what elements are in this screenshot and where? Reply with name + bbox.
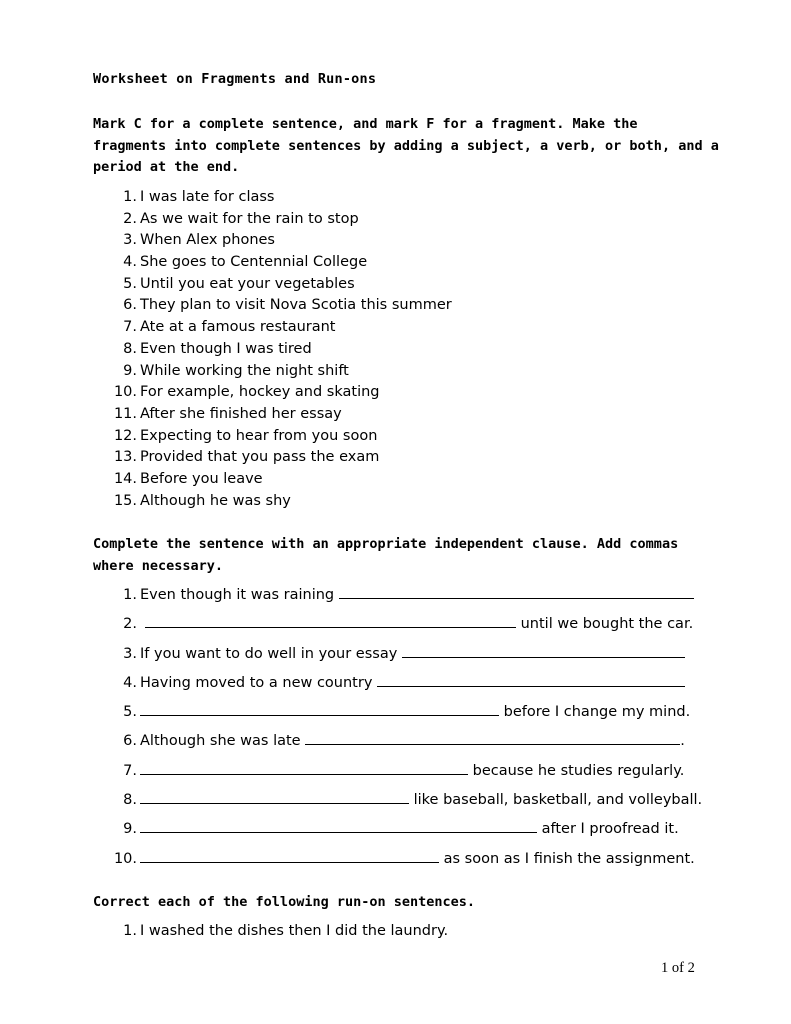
item-text: as soon as I finish the assignment. (443, 850, 695, 867)
item-number: 6. (123, 297, 137, 314)
list-item (93, 491, 693, 513)
worksheet-title: Worksheet on Fragments and Run-ons (93, 71, 377, 87)
item-text: As we wait for the rain to stop (140, 210, 359, 227)
list-item (93, 760, 703, 789)
list-item (93, 230, 693, 252)
item-text: after I proofread it. (541, 821, 679, 838)
list-item (93, 730, 703, 759)
list-item (93, 209, 693, 231)
item-text: I washed the dishes then I did the laundry. (140, 923, 449, 939)
answer-blank[interactable] (140, 701, 499, 716)
list-item (93, 613, 703, 642)
list-item (93, 382, 693, 404)
item-text: When Alex phones (140, 232, 275, 249)
item-text: Expecting to hear from you soon (140, 427, 378, 444)
item-number: 12. (113, 427, 137, 444)
list-item (93, 404, 693, 426)
list-item (93, 339, 693, 361)
item-number: 1. (123, 923, 137, 939)
item-text: Having moved to a new country (140, 674, 373, 691)
answer-blank[interactable] (140, 789, 409, 804)
item-text: Until you eat your vegetables (140, 275, 355, 292)
item-number: 10. (113, 850, 137, 867)
list-item (93, 274, 693, 296)
item-number: 11. (113, 405, 137, 422)
fragment-instructions: Mark C for a complete sentence, and mark F for a fragment. Make the fragments into complete sentences by adding a subject, a verb, or both, and a period at the end. (93, 116, 719, 175)
list-item (93, 252, 693, 274)
list-item (93, 317, 693, 339)
item-number: 1. (123, 587, 137, 603)
item-number: 4. (123, 674, 137, 691)
item-number: 3. (123, 645, 137, 662)
item-number: 5. (123, 704, 137, 721)
list-item (93, 426, 693, 448)
item-text: She goes to Centennial College (140, 254, 368, 271)
list-item (93, 469, 693, 491)
item-text: After she finished her essay (140, 405, 342, 422)
item-number: 9. (123, 821, 137, 838)
item-number: 10. (113, 384, 137, 401)
item-number: 4. (123, 254, 137, 271)
item-text: Although she was late (140, 733, 301, 750)
item-number: 2. (123, 616, 137, 633)
item-text: before I change my mind. (503, 704, 691, 721)
answer-blank[interactable] (140, 818, 537, 833)
list-item (93, 584, 703, 613)
item-text: Even though it was raining (140, 587, 335, 603)
item-text: For example, hockey and skating (140, 384, 380, 401)
item-number: 2. (123, 210, 137, 227)
item-text: While working the night shift (140, 362, 349, 379)
answer-blank[interactable] (339, 584, 694, 599)
item-text: Although he was shy (140, 492, 291, 509)
item-number: 1. (123, 189, 137, 205)
list-item (93, 818, 703, 847)
item-number: 8. (123, 792, 137, 809)
list-item (93, 187, 693, 209)
answer-blank[interactable] (402, 643, 685, 658)
item-number: 13. (113, 449, 137, 466)
list-item (93, 789, 703, 818)
item-number: 5. (123, 275, 137, 292)
list-item (93, 643, 703, 672)
answer-blank[interactable] (377, 672, 685, 687)
item-text: If you want to do well in your essay (140, 645, 398, 662)
answer-blank[interactable] (140, 760, 468, 775)
item-number: 7. (123, 319, 137, 336)
page-number: 1 of 2 (661, 960, 695, 976)
list-item (93, 672, 703, 701)
clause-instructions: Complete the sentence with an appropriate independent clause. Add commas where necessary. (93, 536, 679, 574)
item-text: Ate at a famous restaurant (140, 319, 336, 336)
item-text: They plan to visit Nova Scotia this summer (140, 297, 452, 314)
answer-blank[interactable] (140, 848, 439, 863)
item-number: 15. (113, 492, 137, 509)
list-item (93, 361, 693, 383)
answer-blank[interactable] (145, 613, 516, 628)
list-item (93, 701, 703, 730)
run-on-list (93, 920, 693, 942)
item-text: like baseball, basketball, and volleyball. (413, 792, 703, 809)
clause-list (93, 584, 703, 877)
item-text: I was late for class (140, 189, 275, 205)
item-number: 8. (123, 340, 137, 357)
item-text: Even though I was tired (140, 340, 312, 357)
item-text: until we bought the car. (520, 616, 694, 633)
item-number: 14. (113, 470, 137, 487)
item-number: 6. (123, 733, 137, 750)
item-number: 3. (123, 232, 137, 249)
item-text: . (680, 733, 685, 750)
item-text: Before you leave (140, 470, 263, 487)
list-item (93, 848, 703, 877)
list-item (93, 295, 693, 317)
item-text: because he studies regularly. (472, 762, 685, 779)
fragment-list (93, 187, 693, 512)
item-number: 9. (123, 362, 137, 379)
item-number: 7. (123, 762, 137, 779)
item-text: Provided that you pass the exam (140, 449, 380, 466)
run-on-instructions: Correct each of the following run-on sentences. (93, 894, 476, 910)
list-item (93, 447, 693, 469)
list-item (93, 920, 693, 942)
answer-blank[interactable] (305, 730, 680, 745)
